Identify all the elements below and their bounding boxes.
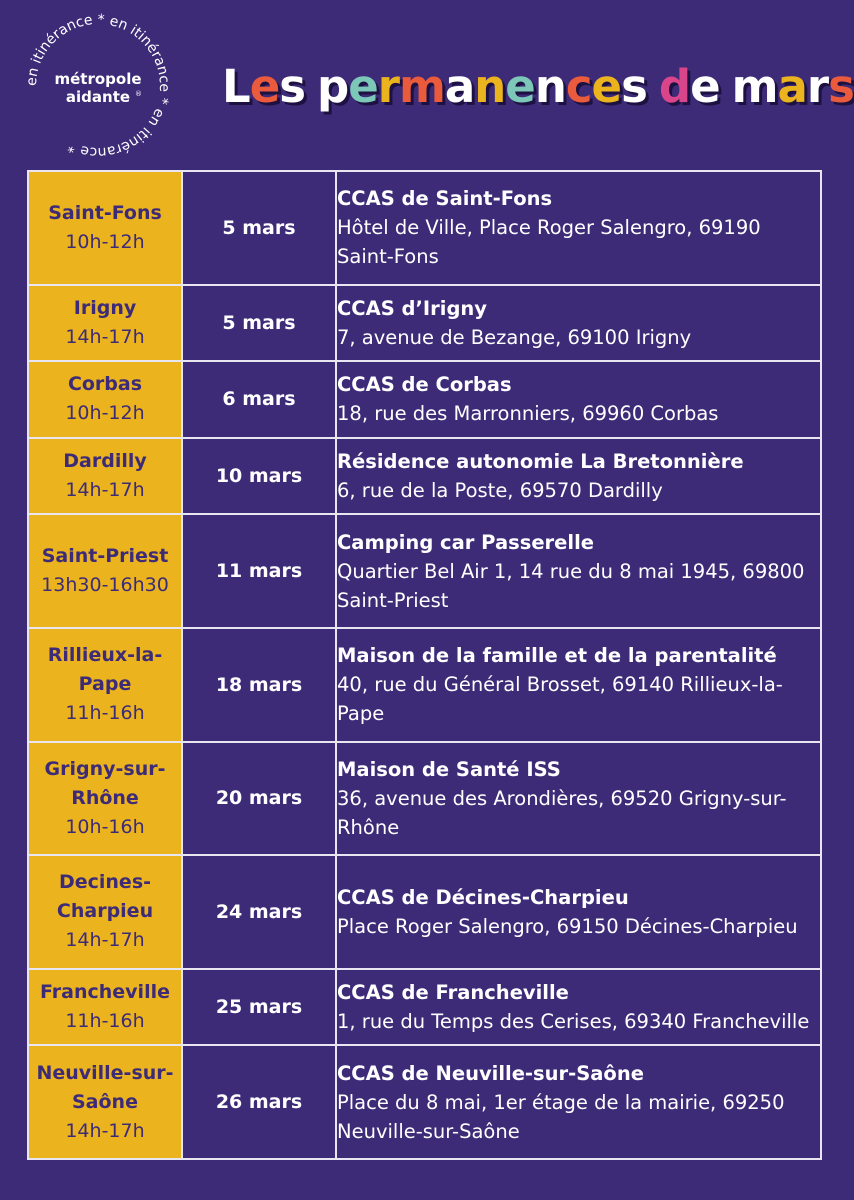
title-letter: s: [828, 60, 854, 113]
place-cell: [336, 514, 821, 628]
date-cell: 5 mars: [182, 285, 336, 362]
venue-name: Maison de Santé ISS: [337, 757, 561, 781]
city-hours: 10h-12h: [65, 230, 145, 253]
city-cell: [28, 361, 182, 438]
table-row: [28, 742, 821, 856]
venue-address: Hôtel de Ville, Place Roger Salengro, 69190 Saint-Fons: [337, 216, 761, 269]
title-letter: d: [658, 60, 691, 113]
title-letter: p: [317, 60, 349, 113]
table-row: [28, 628, 821, 742]
title-letter: m: [731, 60, 778, 113]
city-hours: 14h-17h: [65, 929, 145, 952]
city-cell: [28, 628, 182, 742]
logo-ring-text: en itinérance * en itinérance * en itinérance *: [24, 12, 172, 160]
title-letter: e: [505, 60, 535, 113]
date-cell: 5 mars: [182, 171, 336, 285]
city-hours: 14h-17h: [65, 479, 145, 502]
city-name: Saint-Fons: [48, 201, 162, 224]
city-cell: [28, 514, 182, 628]
venue-name: CCAS de Corbas: [337, 373, 512, 397]
title-letter: e: [690, 60, 720, 113]
title-letter: e: [249, 60, 280, 113]
date-cell: 11 mars: [182, 514, 336, 628]
city-cell: [28, 1045, 182, 1159]
table-row: [28, 855, 821, 969]
title-letter: m: [398, 60, 445, 113]
place-cell: [336, 438, 821, 515]
venue-name: Résidence autonomie La Bretonnière: [337, 450, 744, 474]
table-row: [28, 361, 821, 438]
title-letter: c: [565, 60, 592, 113]
city-hours: 10h-12h: [65, 402, 145, 425]
city-name: Decines-Charpieu: [56, 871, 154, 923]
venue-name: CCAS de Saint-Fons: [337, 187, 553, 211]
venue-address: Place Roger Salengro, 69150 Décines-Charpieu: [337, 914, 798, 938]
table-row: [28, 514, 821, 628]
venue-name: CCAS de Décines-Charpieu: [337, 885, 629, 909]
metropole-aidante-logo: [24, 12, 172, 160]
title-letter: s: [621, 60, 647, 113]
city-hours: 11h-16h: [65, 1009, 145, 1032]
city-hours: 14h-17h: [65, 1119, 145, 1142]
place-cell: [336, 969, 821, 1046]
title-letter: a: [777, 60, 807, 113]
place-cell: [336, 742, 821, 856]
title-letter: n: [534, 60, 566, 113]
table-row: [28, 438, 821, 515]
title-letter: s: [279, 60, 306, 113]
title-letter: n: [474, 60, 506, 113]
city-cell: [28, 742, 182, 856]
place-cell: [336, 1045, 821, 1159]
logo-line1: métropole: [54, 70, 142, 88]
venue-address: Place du 8 mai, 1er étage de la mairie, 69250 Neuville-sur-Saône: [337, 1090, 785, 1143]
venue-name: Camping car Passerelle: [337, 530, 594, 554]
venue-address: Quartier Bel Air 1, 14 rue du 8 mai 1945, 69800 Saint-Priest: [337, 559, 805, 612]
city-hours: 10h-16h: [65, 815, 145, 838]
logo-badge: [24, 12, 172, 160]
city-cell: [28, 969, 182, 1046]
date-cell: 18 mars: [182, 628, 336, 742]
city-name: Grigny-sur-Rhône: [44, 757, 166, 809]
table-row: [28, 969, 821, 1046]
venue-name: Maison de la famille et de la parentalité: [337, 644, 777, 668]
venue-address: 6, rue de la Poste, 69570 Dardilly: [337, 479, 663, 503]
date-cell: 20 mars: [182, 742, 336, 856]
title-space: [647, 60, 659, 113]
city-hours: 11h-16h: [65, 702, 145, 725]
table-row: [28, 285, 821, 362]
date-cell: 25 mars: [182, 969, 336, 1046]
venue-address: 1, rue du Temps des Cerises, 69340 Francheville: [337, 1009, 810, 1033]
venue-address: 36, avenue des Arondières, 69520 Grigny-sur-Rhône: [337, 786, 787, 839]
venue-address: 40, rue du Général Brosset, 69140 Rillieux-la-Pape: [337, 673, 783, 726]
city-cell: [28, 285, 182, 362]
title-letter: a: [444, 60, 475, 113]
city-name: Francheville: [40, 980, 170, 1003]
title-letter: r: [806, 60, 829, 113]
title-letter: e: [591, 60, 622, 113]
city-hours: 13h30-16h30: [41, 574, 169, 597]
venue-name: CCAS de Francheville: [337, 980, 569, 1004]
schedule-table: [27, 170, 822, 1160]
place-cell: [336, 855, 821, 969]
title-letter: r: [377, 60, 399, 113]
city-name: Dardilly: [63, 450, 147, 473]
title-letter: e: [348, 60, 378, 113]
table-row: [28, 1045, 821, 1159]
venue-name: CCAS de Neuville-sur-Saône: [337, 1061, 644, 1085]
city-cell: [28, 171, 182, 285]
title-space: [305, 60, 317, 113]
page-title: [222, 60, 854, 113]
date-cell: 10 mars: [182, 438, 336, 515]
city-name: Irigny: [73, 296, 137, 319]
date-cell: 6 mars: [182, 361, 336, 438]
table-row: [28, 171, 821, 285]
place-cell: [336, 361, 821, 438]
city-name: Saint-Priest: [41, 545, 169, 568]
city-name: Neuville-sur-Saône: [36, 1061, 174, 1113]
logo-line2: aidante: [65, 88, 131, 106]
date-cell: 24 mars: [182, 855, 336, 969]
venue-name: CCAS d’Irigny: [337, 296, 488, 320]
city-cell: [28, 438, 182, 515]
title-space: [720, 60, 732, 113]
city-name: Rillieux-la-Pape: [47, 644, 163, 696]
schedule-rows: [28, 171, 821, 1159]
city-cell: [28, 855, 182, 969]
venue-address: 18, rue des Marronniers, 69960 Corbas: [337, 402, 719, 426]
place-cell: [336, 628, 821, 742]
city-name: Corbas: [67, 373, 143, 396]
city-hours: 14h-17h: [65, 325, 145, 348]
venue-address: 7, avenue de Bezange, 69100 Irigny: [337, 325, 692, 349]
logo-registered-mark: ®: [135, 90, 142, 98]
title-letter: L: [222, 60, 250, 113]
date-cell: 26 mars: [182, 1045, 336, 1159]
place-cell: [336, 171, 821, 285]
place-cell: [336, 285, 821, 362]
